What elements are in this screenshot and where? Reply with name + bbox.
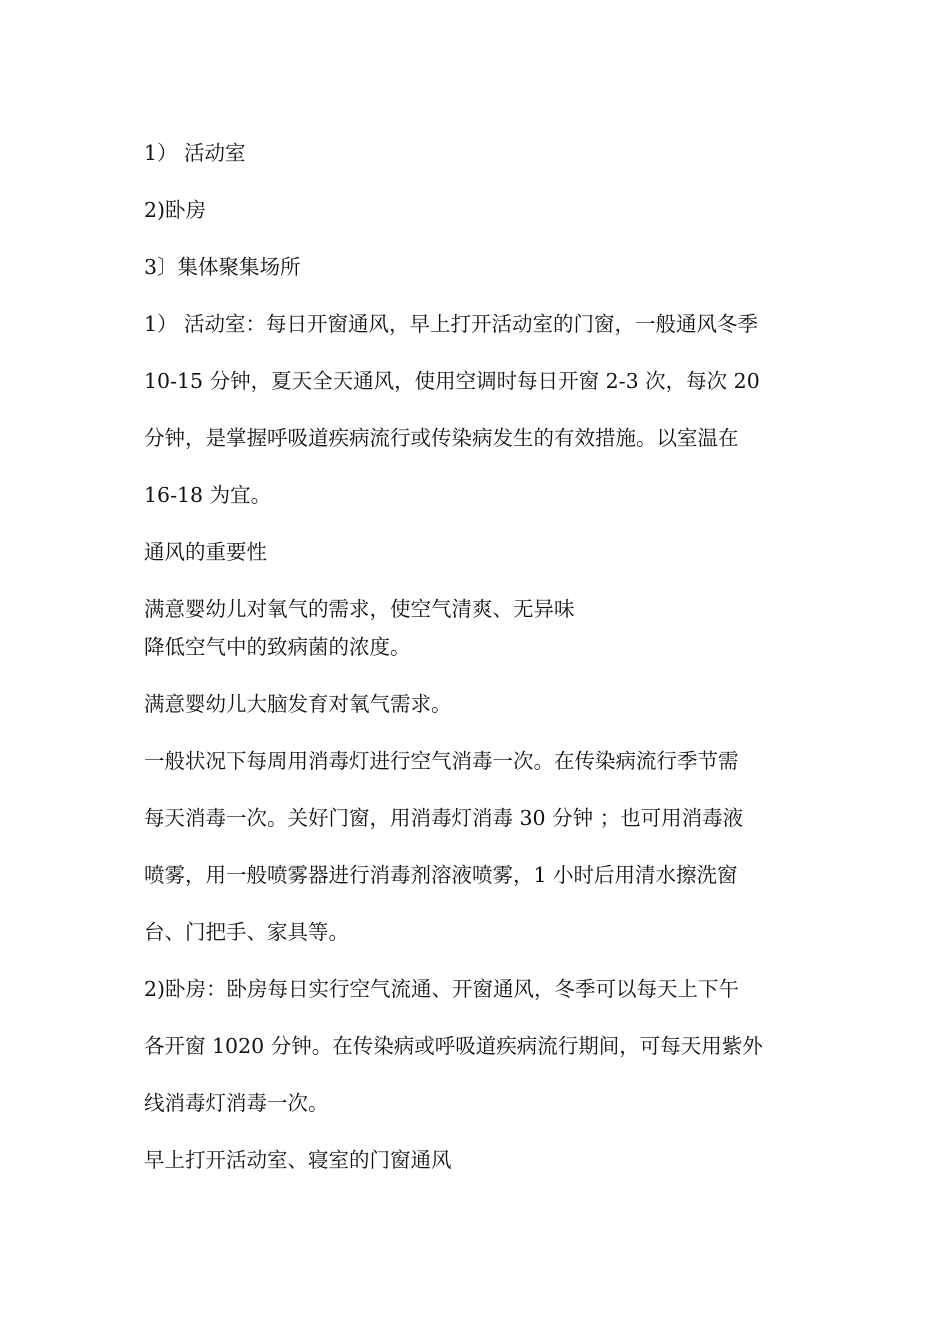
paragraph-line: 1） 活动室：每日开窗通风，早上打开活动室的门窗，一般通风冬季: [144, 312, 759, 336]
paragraph-line: 16-18 为宜。: [144, 483, 272, 507]
paragraph-line: 降低空气中的致病菌的浓度。: [144, 635, 411, 659]
list-item-bedroom: 2)卧房: [144, 198, 207, 222]
paragraph-line: 每天消毒一次。关好门窗，用消毒灯消毒 30 分钟 ；也可用消毒液: [144, 806, 744, 830]
paragraph-line: 满意婴幼儿大脑发育对氧气需求。: [144, 692, 452, 716]
paragraph-line: 早上打开活动室、寝室的门窗通风: [144, 1148, 452, 1172]
paragraph-line: 满意婴幼儿对氧气的需求，使空气清爽、无异味: [144, 597, 575, 621]
paragraph-line: 台、门把手、家具等。: [144, 920, 349, 944]
document-body: [144, 134, 816, 1179]
paragraph-line: 10-15 分钟，夏天全天通风，使用空调时每日开窗 2-3 次，每次 20: [144, 369, 760, 393]
paragraph-line: 各开窗 1020 分钟。在传染病或呼吸道疾病流行期间，可每天用紫外: [144, 1034, 763, 1058]
list-item-gathering-place: 3〕集体聚集场所: [144, 255, 301, 279]
paragraph-line: 线消毒灯消毒一次。: [144, 1091, 329, 1115]
paragraph-line: 2)卧房：卧房每日实行空气流通、开窗通风，冬季可以每天上下午: [144, 977, 740, 1001]
section-heading: 通风的重要性: [144, 540, 267, 564]
list-item-activity-room: 1） 活动室: [144, 141, 246, 165]
paragraph-line: 一般状况下每周用消毒灯进行空气消毒一次。在传染病流行季节需: [144, 749, 739, 773]
paragraph-line: 喷雾，用一般喷雾器进行消毒剂溶液喷雾，1 小时后用清水擦洗窗: [144, 863, 738, 887]
paragraph-line: 分钟，是掌握呼吸道疾病流行或传染病发生的有效措施。以室温在: [144, 426, 739, 450]
